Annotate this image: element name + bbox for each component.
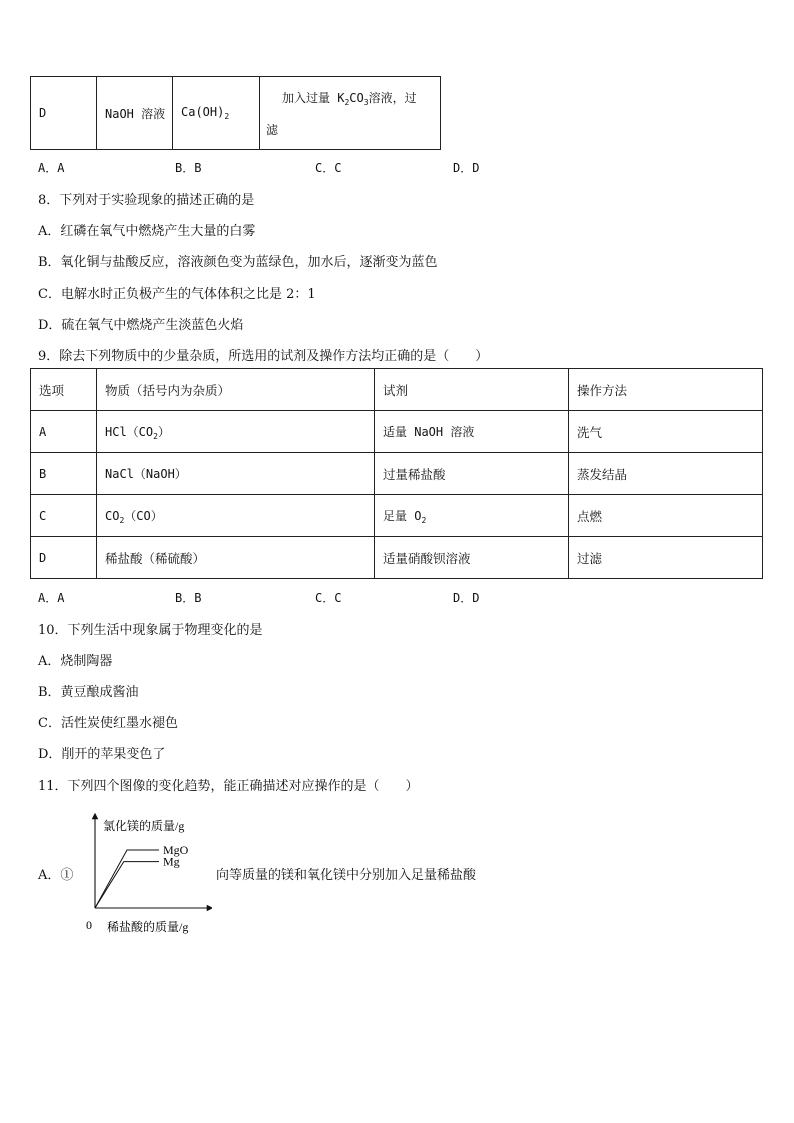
table-cell-option: B	[31, 453, 97, 495]
q7-cell-substance: NaOH 溶液	[97, 77, 173, 150]
x-axis-label: 稀盐酸的质量/g	[107, 920, 189, 934]
q9-table	[30, 368, 763, 579]
q9-option-a[interactable]: A．A	[38, 591, 65, 605]
table-cell-substance: 稀盐酸（稀硫酸）	[97, 537, 375, 579]
series-label-mgo: MgO	[163, 843, 189, 857]
q7-option-c[interactable]: C．C	[315, 161, 342, 175]
table-cell-method: 过滤	[569, 537, 763, 579]
q11-chart	[82, 810, 212, 935]
q11-choice-a-description: 向等质量的镁和氧化镁中分别加入足量稀盐酸	[216, 868, 477, 883]
q7-option-a[interactable]: A．A	[38, 161, 65, 175]
q8-stem: 8．下列对于实验现象的描述正确的是	[38, 193, 255, 208]
q7-option-b[interactable]: B．B	[175, 161, 202, 175]
table-row	[31, 495, 763, 537]
series-line-mg	[95, 862, 159, 908]
q8-choice-a[interactable]: A．红磷在氧气中燃烧产生大量的白雾	[38, 224, 256, 239]
table-cell-substance: $CO_2(CO)$	[97, 495, 375, 537]
series-label-mg: Mg	[163, 854, 180, 869]
q11-choice-a-label[interactable]: A．①	[38, 868, 74, 883]
q10-choice-a[interactable]: A．烧制陶器	[38, 654, 113, 669]
q7-cell-method: 加入过量 $K_2CO_3$溶液，过 滤	[260, 77, 441, 150]
table-cell-reagent: 足量 $O_2$	[375, 495, 569, 537]
table-cell-option: D	[31, 537, 97, 579]
table-row	[31, 537, 763, 579]
q8-choice-d[interactable]: D．硫在氧气中燃烧产生淡蓝色火焰	[38, 318, 244, 333]
q10-choice-d[interactable]: D．削开的苹果变色了	[38, 747, 166, 762]
q10-choice-b[interactable]: B．黄豆酿成酱油	[38, 685, 139, 700]
table-cell-method: 洗气	[569, 411, 763, 453]
table-cell-method: 蒸发结晶	[569, 453, 763, 495]
table-header: 试剂	[375, 369, 569, 411]
table-cell-substance: NaCl（NaOH）	[97, 453, 375, 495]
q9-option-c[interactable]: C．C	[315, 591, 342, 605]
q9-option-d[interactable]: D．D	[453, 591, 480, 605]
q9-option-b[interactable]: B．B	[175, 591, 202, 605]
table-cell-option: A	[31, 411, 97, 453]
q10-choice-c[interactable]: C．活性炭使红墨水褪色	[38, 716, 178, 731]
series-layer	[95, 843, 189, 908]
q10-stem: 10．下列生活中现象属于物理变化的是	[38, 623, 263, 638]
table-cell-reagent: 适量硝酸钡溶液	[375, 537, 569, 579]
table-cell-reagent: 过量稀盐酸	[375, 453, 569, 495]
table-cell-substance: $HCl(CO_2)$	[97, 411, 375, 453]
q7-table	[30, 76, 441, 150]
q7-option-d[interactable]: D．D	[453, 161, 480, 175]
table-header: 选项	[31, 369, 97, 411]
q8-choice-b[interactable]: B．氧化铜与盐酸反应，溶液颜色变为蓝绿色，加水后，逐渐变为蓝色	[38, 255, 438, 270]
table-header-row	[31, 369, 763, 411]
q11-stem: 11．下列四个图像的变化趋势，能正确描述对应操作的是（ ）	[38, 779, 419, 794]
y-axis-label: 氯化镁的质量/g	[103, 819, 185, 833]
q8-choice-c[interactable]: C．电解水时正负极产生的气体体积之比是 2：1	[38, 287, 316, 302]
table-header: 操作方法	[569, 369, 763, 411]
q9-stem: 9．除去下列物质中的少量杂质，所选用的试剂及操作方法均正确的是（ ）	[38, 349, 489, 364]
table-cell-reagent: 适量 NaOH 溶液	[375, 411, 569, 453]
table-cell-option: C	[31, 495, 97, 537]
q7-cell-impurity: $Ca(OH)_2$	[173, 77, 260, 150]
table-row	[31, 453, 763, 495]
table-row	[31, 411, 763, 453]
table-header: 物质（括号内为杂质）	[97, 369, 375, 411]
series-line-mgo	[95, 850, 159, 908]
origin-label: 0	[86, 918, 92, 932]
q7-cell-option: D	[31, 77, 97, 150]
table-cell-method: 点燃	[569, 495, 763, 537]
